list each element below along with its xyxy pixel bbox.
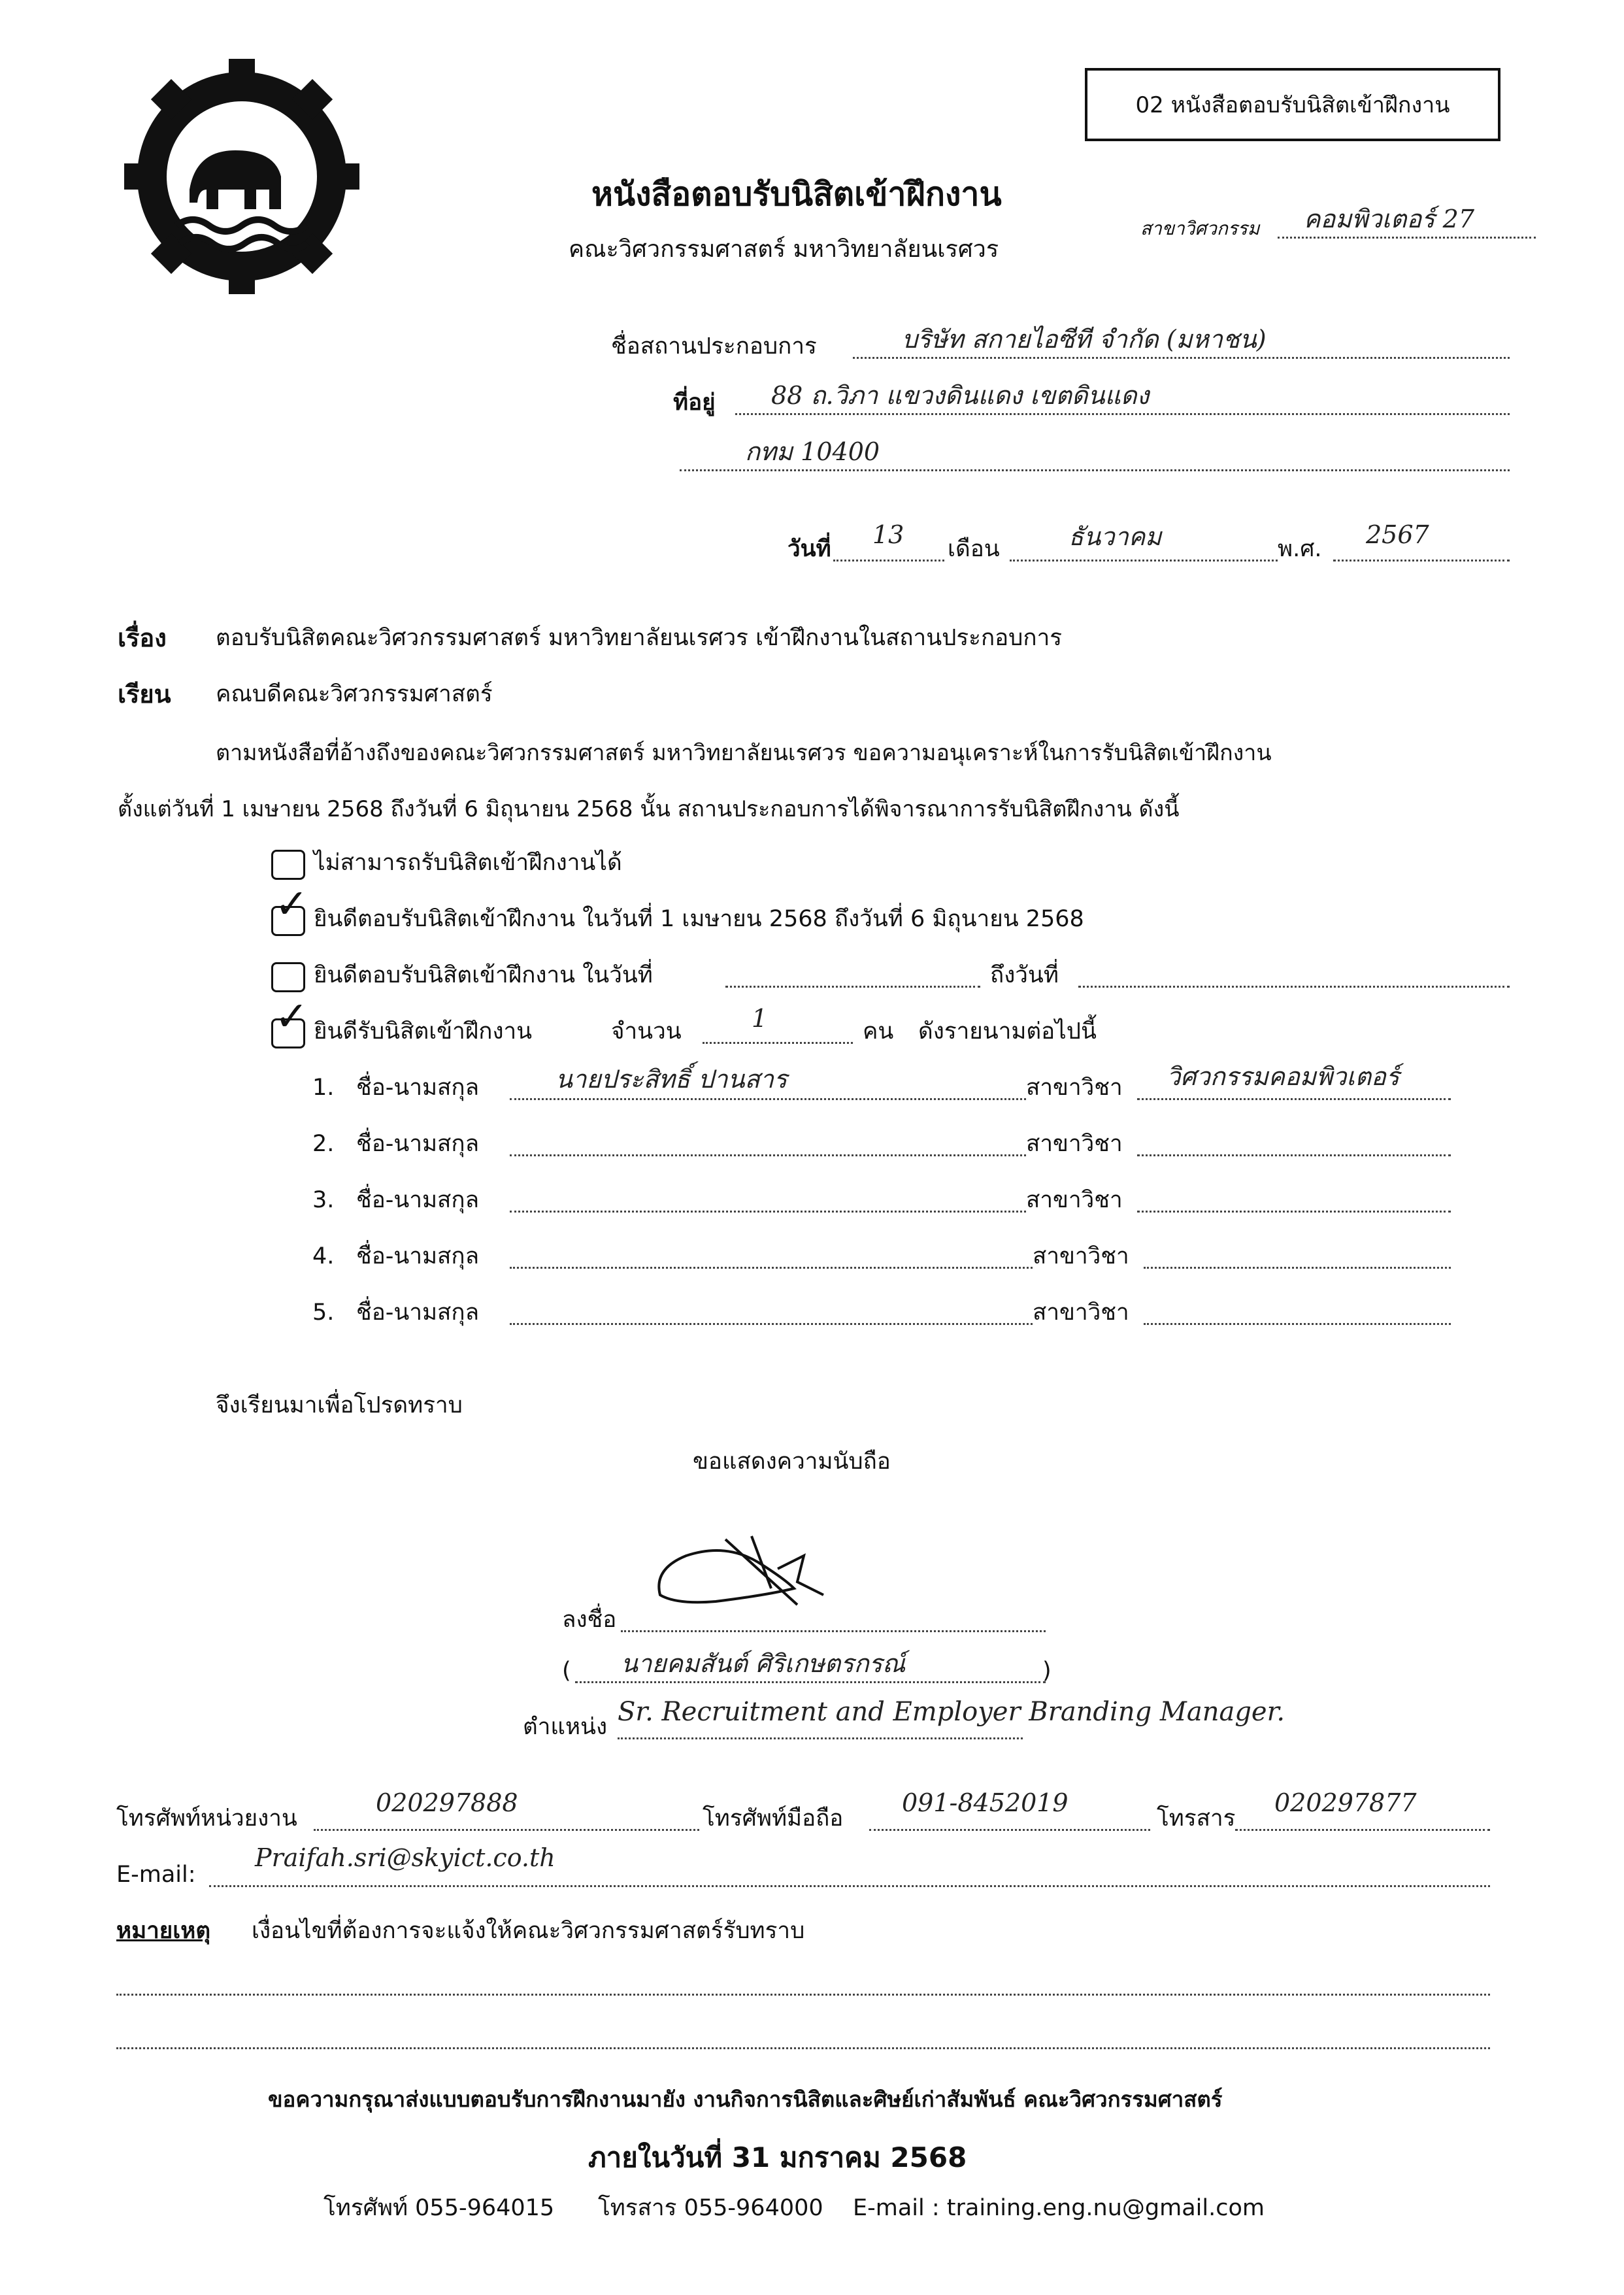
sign-label: ลงชื่อ (562, 1607, 617, 1633)
student-row-number: 3. (312, 1187, 335, 1213)
footer-email: E-mail : training.eng.nu@gmail.com (853, 2195, 1265, 2221)
address-line2: กทม 10400 (745, 437, 880, 466)
subject-label: เรื่อง (118, 624, 167, 652)
faculty-logo (118, 52, 366, 301)
body-line2: ตั้งแต่วันที่ 1 เมษายน 2568 ถึงวันที่ 6 มิถุนายน 2568 นั้น สถานประกอบการได้พิจารณาการรับนิสิตฝึกงาน ดังนี้ (118, 796, 1180, 822)
option-label-3b: ถึงวันที่ (990, 962, 1059, 988)
option-checkbox-3[interactable] (271, 962, 305, 992)
student-name-label: ชื่อ-นามสกุล (356, 1075, 480, 1101)
footer-fax: โทรสาร 055-964000 (598, 2195, 823, 2221)
position-label: ตำแหน่ง (523, 1714, 608, 1740)
student-row-number: 1. (312, 1075, 335, 1101)
company-name-label: ชื่อสถานประกอบการ (611, 333, 817, 360)
student-row-number: 2. (312, 1131, 335, 1157)
mobile-label: โทรศัพท์มือถือ (703, 1805, 844, 1832)
address-line1: 88 ถ.วิภา แขวงดินแดง เขตดินแดง (771, 381, 1150, 410)
page-subtitle: คณะวิศวกรรมศาสตร์ มหาวิทยาลัยนเรศวร (569, 236, 999, 263)
date-month-label: เดือน (948, 536, 1000, 562)
signer-close-paren: ) (1042, 1658, 1052, 1684)
option-label-4: ยินดีรับนิสิตเข้าฝึกงาน (314, 1018, 533, 1045)
student-name-label: ชื่อ-นามสกุล (356, 1299, 480, 1326)
closing-line: จึงเรียนมาเพื่อโปรดทราบ (216, 1392, 463, 1418)
gear-elephant-logo-icon (118, 52, 366, 301)
company-name-value: บริษัท สกายไอซีที จำกัด (มหาชน) (902, 325, 1267, 354)
body-line1: ตามหนังสือที่อ้างถึงของคณะวิศวกรรมศาสตร์ มหาวิทยาลัยนเรศวร ขอความอนุเคราะห์ในการรับนิสิตเข้าฝึกงาน (216, 740, 1272, 766)
office-phone-value: 020297888 (376, 1788, 518, 1817)
date-year-label: พ.ศ. (1278, 536, 1322, 562)
date-day-value: 13 (872, 520, 904, 549)
student-name-label: ชื่อ-นามสกุล (356, 1131, 480, 1157)
student-major-label: สาขาวิชา (1033, 1243, 1129, 1269)
subject-text: ตอบรับนิสิตคณะวิศวกรรมศาสตร์ มหาวิทยาลัยนเรศวร เข้าฝึกงานในสถานประกอบการ (216, 625, 1063, 651)
closing-regards: ขอแสดงความนับถือ (693, 1449, 891, 1475)
student-major-label: สาขาวิชา (1033, 1299, 1129, 1326)
form-code-box (1085, 68, 1500, 141)
student-major-label: สาขาวิชา (1026, 1131, 1123, 1157)
option-count-label: จำนวน (611, 1018, 682, 1045)
signature-image (647, 1523, 863, 1621)
to-text: คณบดีคณะวิศวกรรมศาสตร์ (216, 681, 493, 707)
option-checkbox-1[interactable] (271, 850, 305, 880)
option-label-2: ยินดีตอบรับนิสิตเข้าฝึกงาน ในวันที่ 1 เมษายน 2568 ถึงวันที่ 6 มิถุนายน 2568 (314, 906, 1084, 932)
date-year-value: 2567 (1366, 520, 1429, 549)
signer-name: นายคมสันต์ ศิริเกษตรกรณ์ (621, 1649, 906, 1678)
form-code: 02 หนังสือตอบรับนิสิตเข้าฝึกงาน (1135, 92, 1450, 118)
student-major-label: สาขาวิชา (1026, 1187, 1123, 1213)
fax-value: 020297877 (1274, 1788, 1417, 1817)
footer-deadline: ภายในวันที่ 31 มกราคม 2568 (588, 2141, 967, 2173)
signer-open-paren: ( (562, 1658, 571, 1684)
footer-phone: โทรศัพท์ 055-964015 (323, 2195, 555, 2221)
student-major-label: สาขาวิชา (1026, 1075, 1123, 1101)
branch-value: คอมพิวเตอร์ 27 (1304, 205, 1475, 233)
note-text: เงื่อนไขที่ต้องการจะแจ้งให้คณะวิศวกรรมศาสตร์รับทราบ (252, 1918, 805, 1944)
office-phone-label: โทรศัพท์หน่วยงาน (116, 1805, 297, 1832)
student-row-number: 4. (312, 1243, 335, 1269)
student-major-value: วิศวกรรมคอมพิวเตอร์ (1167, 1062, 1400, 1091)
date-month-value: ธันวาคม (1069, 522, 1162, 551)
to-label: เรียน (118, 680, 171, 709)
footer-line: ขอความกรุณาส่งแบบตอบรับการฝึกงานมายัง งานกิจการนิสิตและศิษย์เก่าสัมพันธ์ คณะวิศวกรรมศาสตร์ (268, 2086, 1223, 2112)
option-suffix: ดังรายนามต่อไปนี้ (918, 1018, 1097, 1045)
student-name-label: ชื่อ-นามสกุล (356, 1187, 480, 1213)
option-unit: คน (863, 1018, 894, 1045)
option-label-3: ยินดีตอบรับนิสิตเข้าฝึกงาน ในวันที่ (314, 962, 653, 988)
position-value: Sr. Recruitment and Employer Branding Manager. (618, 1697, 1285, 1727)
mobile-value: 091-8452019 (902, 1788, 1069, 1817)
checkmark-icon: ✓ (274, 992, 308, 1040)
note-label: หมายเหตุ (116, 1918, 211, 1944)
student-name-label: ชื่อ-นามสกุล (356, 1243, 480, 1269)
page-title: หนังสือตอบรับนิสิตเข้าฝึกงาน (591, 175, 1002, 213)
option-label-1: ไม่สามารถรับนิสิตเข้าฝึกงานได้ (314, 850, 622, 876)
branch-label: สาขาวิศวกรรม (1140, 218, 1260, 239)
checkmark-icon: ✓ (274, 880, 308, 928)
fax-label: โทรสาร (1157, 1805, 1236, 1832)
email-value: Praifah.sri@skyict.co.th (255, 1843, 555, 1872)
date-day-label: วันที่ (787, 536, 831, 562)
address-label: ที่อยู่ (673, 390, 716, 416)
student-name-value: นายประสิทธิ์ ปานสาร (555, 1065, 787, 1094)
student-row-number: 5. (312, 1299, 335, 1326)
email-label: E-mail: (116, 1862, 196, 1888)
option-count-value: 1 (752, 1004, 768, 1033)
